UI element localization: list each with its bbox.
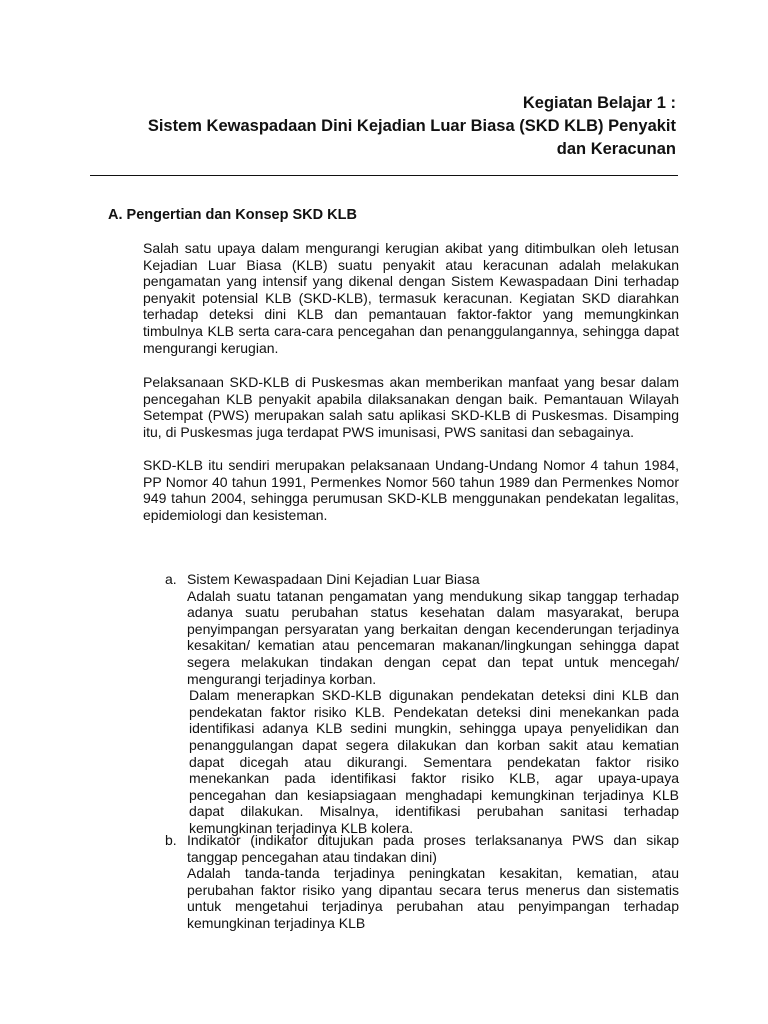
section-heading: A. Pengertian dan Konsep SKD KLB bbox=[108, 207, 357, 223]
list-item-explanation: Dalam menerapkan SKD-KLB digunakan pendekatan deteksi dini KLB dan pendekatan faktor risiko KLB. Pendekatan deteksi dini menekankan pada identifikasi adanya KLB sedini mungkin, sehingga upaya penyelidikan dan penanggulangan dapat segera dilakukan dan korban sakit atau kematian dapat dicegah atau dikurangi. Sementara pendekatan faktor risiko menekankan pada identifikasi faktor risiko KLB, agar upaya-upaya pencegahan dan kesiapsiagaan menghadapi kemungkinan terjadinya KLB dapat dilakukan. Misalnya, identifikasi perubahan sanitasi terhadap kemungkinan terjadinya KLB kolera. bbox=[189, 687, 679, 836]
lesson-title: Sistem Kewaspadaan Dini Kejadian Luar Biasa (SKD KLB) Penyakit bbox=[147, 117, 676, 135]
list-item-heading: Sistem Kewaspadaan Dini Kejadian Luar Biasa bbox=[187, 571, 480, 587]
list-item-definition: Adalah suatu tatanan pengamatan yang mendukung sikap tanggap terhadap adanya suatu perubahan status kesehatan dalam masyarakat, berupa penyimpangan persyaratan yang berkaitan dengan kecenderungan terjadinya kesakitan/ kematian atau pencemaran makanan/lingkungan sehingga dapat segera melakukan tindakan dengan cepat dan tepat untuk mencegah/ mengurangi terjadinya korban. bbox=[187, 587, 679, 687]
list-item-heading: Indikator (indikator ditujukan pada proses terlaksananya PWS dan sikap tanggap pencegahan atau tindakan dini) bbox=[187, 832, 679, 865]
list-item-a bbox=[165, 571, 679, 837]
list-marker: a. bbox=[165, 571, 177, 587]
paragraph-1: Salah satu upaya dalam mengurangi kerugian akibat yang ditimbulkan oleh letusan Kejadian Luar Biasa (KLB) suatu penyakit atau keracunan adalah melakukan pengamatan yang intensif yang dikenal dengan Sistem Kewaspadaan Dini terhadap penyakit potensial KLB (SKD-KLB), termasuk keracunan. Kegiatan SKD diarahkan terhadap deteksi dini KLB dan pemantauan faktor-faktor yang memungkinkan timbulnya KLB serta cara-cara pencegahan dan penanggulangannya, sehingga dapat mengurangi kerugian. bbox=[143, 240, 679, 356]
list-item-definition: Adalah tanda-tanda terjadinya peningkatan kesakitan, kematian, atau perubahan faktor risiko yang dipantau secara terus menerus dan sistematis untuk mengetahui terjadinya perubahan atau penyimpangan terhadap kemungkinan terjadinya KLB bbox=[187, 865, 679, 931]
paragraph-3: SKD-KLB itu sendiri merupakan pelaksanaan Undang-Undang Nomor 4 tahun 1984, PP Nomor 40 tahun 1991, Permenkes Nomor 560 tahun 1989 dan Permenkes Nomor 949 tahun 2004, sehingga perumusan SKD-KLB menggunakan pendekatan legalitas, epidemiologi dan kesisteman. bbox=[143, 457, 679, 523]
paragraph-2: Pelaksanaan SKD-KLB di Puskesmas akan memberikan manfaat yang besar dalam pencegahan KLB penyakit apabila dilaksanakan dengan baik. Pemantauan Wilayah Setempat (PWS) merupakan salah satu aplikasi SKD-KLB di Puskesmas. Disamping itu, di Puskesmas juga terdapat PWS imunisasi, PWS sanitasi dan sebagainya. bbox=[143, 374, 679, 440]
list-marker: b. bbox=[165, 832, 177, 848]
list-item-b bbox=[165, 832, 679, 932]
lesson-number: Kegiatan Belajar 1 : bbox=[522, 94, 676, 112]
lesson-title-continued: dan Keracunan bbox=[556, 140, 676, 158]
lesson-header bbox=[90, 92, 676, 161]
header-divider bbox=[90, 175, 678, 176]
